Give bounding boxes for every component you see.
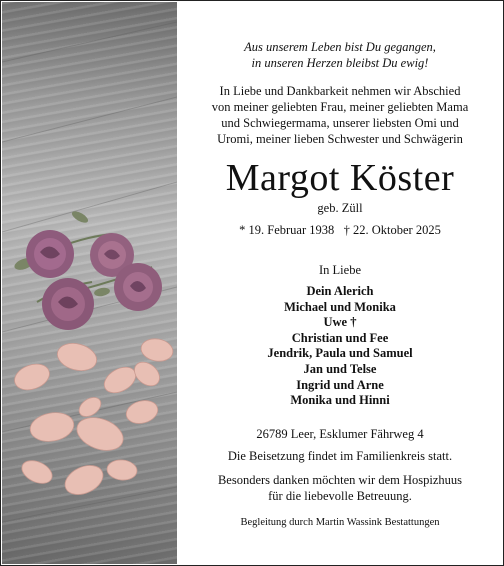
family-member: Jan und Telse <box>303 362 377 376</box>
roses-illustration <box>2 2 177 564</box>
address: 26789 Leer, Esklumer Fährweg 4 <box>256 427 424 441</box>
intro-line-2: von meiner geliebten Frau, meiner geliebten Mama <box>211 100 469 114</box>
family-member: Michael und Monika <box>284 299 396 314</box>
motto-line-1: Aus unserem Leben bist Du gegangen, <box>244 40 436 54</box>
intro-line-4: Uromi, meiner lieben Schwester und Schwägerin <box>217 132 463 146</box>
family-member: Monika und Hinni <box>290 393 390 408</box>
deceased-name: Margot Köster <box>225 157 455 199</box>
rose-3 <box>42 278 94 330</box>
in-love-heading: In Liebe <box>319 263 361 277</box>
motto-line-2: in unseren Herzen bleibst Du ewig! <box>251 56 429 70</box>
funeral-home-credit: Begleitung durch Martin Wassink Bestattungen <box>240 517 440 528</box>
life-dates: * 19. Februar 1938 † 22. Oktober 2025 <box>239 223 441 237</box>
family-member: Dein Alerich <box>306 284 374 298</box>
maiden-name: geb. Züll <box>317 201 363 215</box>
notice-text <box>177 1 503 565</box>
intro-line-1: In Liebe und Dankbarkeit nehmen wir Abschied <box>219 84 461 98</box>
family-member: Uwe † <box>323 315 357 330</box>
family-member: Christian und Fee <box>291 330 389 345</box>
family-member: Jendrik, Paula und Samuel <box>267 346 413 361</box>
dried-roses-photo <box>2 2 177 564</box>
funeral-note: Die Beisetzung findet im Familienkreis statt. <box>227 449 453 463</box>
rose-1 <box>26 230 74 278</box>
rose-4 <box>114 263 162 311</box>
intro-line-3: und Schwiegermama, unserer liebsten Omi und <box>221 116 459 130</box>
family-member: Ingrid und Arne <box>296 377 384 392</box>
thanks-line-2: für die liebevolle Betreuung. <box>268 489 412 503</box>
thanks-line-1: Besonders danken möchten wir dem Hospizhuus <box>217 473 463 487</box>
